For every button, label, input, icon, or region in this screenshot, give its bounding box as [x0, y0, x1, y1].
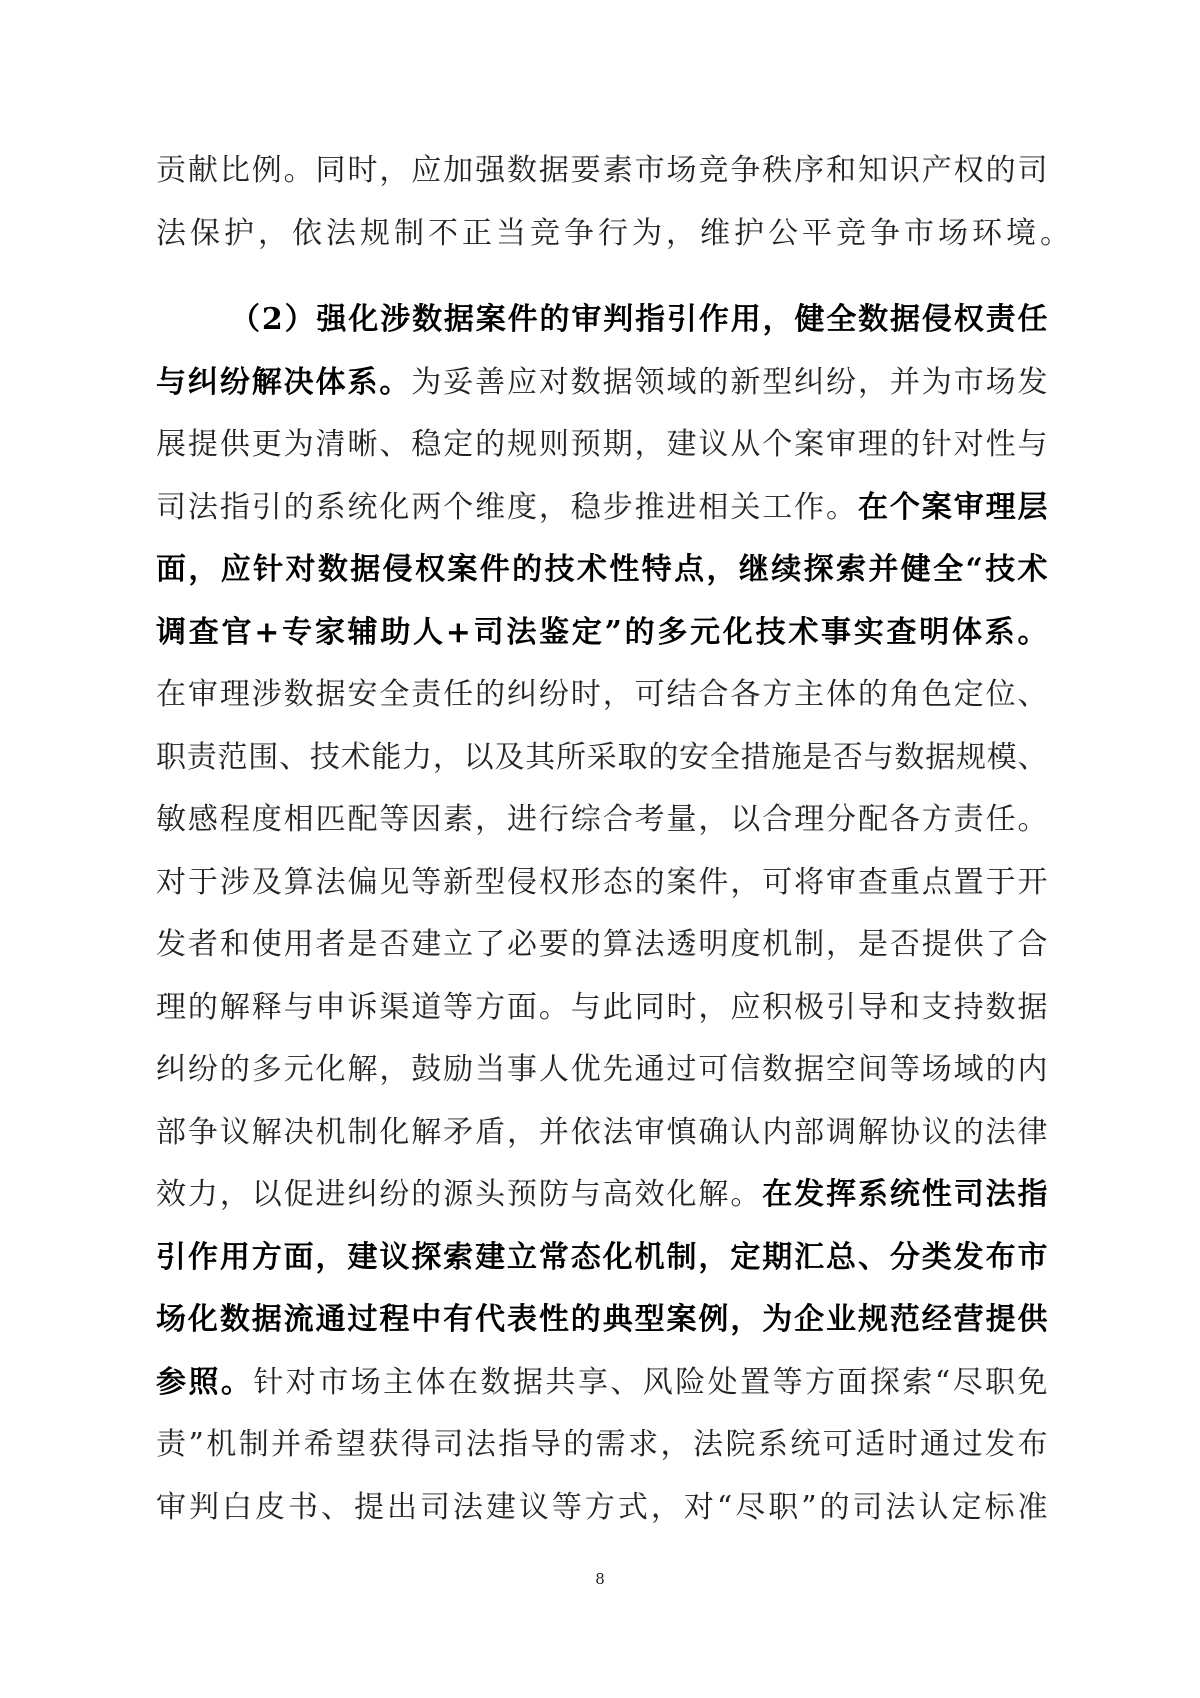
text-line: [156, 1227, 1048, 1290]
text-line: [156, 203, 1074, 266]
text-line: [156, 664, 1048, 727]
text-line: [156, 977, 1048, 1040]
text-run-bold: 在发挥系统性司法指: [762, 1177, 1049, 1212]
text-run-bold: 在个案审理层: [857, 489, 1049, 525]
text-line: [156, 352, 1048, 415]
text-line: [156, 414, 1048, 477]
text-run: 为妥善应对数据领域的新型纠纷，并为市场发: [411, 364, 1049, 400]
text-line: [156, 1102, 1048, 1165]
text-run: 针对市场主体在数据共享、风险处置等方面探索“尽职免: [253, 1364, 1049, 1400]
text-run: 司法指引的系统化两个维度，稳步推进相关工作。: [156, 489, 858, 525]
text-run: 责”机制并希望获得司法指导的需求，法院系统可适时通过发布: [156, 1427, 1048, 1462]
text-run: 贡献比例。同时，应加强数据要素市场竞争秩序和知识产权的司: [156, 153, 1048, 188]
text-run: 理的解释与申诉渠道等方面。与此同时，应积极引导和支持数据: [156, 989, 1048, 1025]
text-line: [156, 1414, 1048, 1477]
text-line: [156, 1164, 1048, 1227]
text-line: [156, 1352, 1048, 1415]
text-run: 在审理涉数据安全责任的纠纷时，可结合各方主体的角色定位、: [156, 677, 1048, 712]
text-line: [156, 789, 1048, 852]
text-line: [156, 852, 1048, 915]
text-line: [156, 140, 1048, 203]
text-run-bold: 面，应针对数据侵权案件的技术性特点，继续探索并健全“技术: [156, 552, 1048, 587]
text-run: 展提供更为清晰、稳定的规则预期，建议从个案审理的针对性与: [156, 427, 1048, 462]
page-number: 8: [595, 1570, 605, 1588]
text-run: 纠纷的多元化解，鼓励当事人优先通过可信数据空间等场域的内: [156, 1052, 1048, 1087]
text-run: 职责范围、技术能力，以及其所采取的安全措施是否与数据规模、: [156, 739, 1048, 775]
text-run: 敏感程度相匹配等因素，进行综合考量，以合理分配各方责任。: [156, 802, 1048, 837]
text-line: [156, 727, 1048, 790]
text-line: [156, 477, 1048, 540]
text-line: [156, 914, 1048, 977]
text-line: [156, 539, 1048, 602]
text-run-bold: 调查官+专家辅助人+司法鉴定”的多元化技术事实查明体系。: [156, 614, 1048, 650]
text-run-bold: 与纠纷解决体系。: [156, 364, 412, 400]
text-run-bold: 引作用方面，建议探索建立常态化机制，定期汇总、分类发布市: [156, 1239, 1048, 1275]
text-run-bold: 场化数据流通过程中有代表性的典型案例，为企业规范经营提供: [156, 1302, 1048, 1337]
text-run-bold: 参照。: [156, 1364, 254, 1400]
text-run: 对于涉及算法偏见等新型侵权形态的案件，可将审查重点置于开: [156, 864, 1048, 900]
text-run-bold: （2）强化涉数据案件的审判指引作用，健全数据侵权责任: [230, 302, 1048, 337]
text-line: [156, 1477, 1048, 1540]
section-heading-line: [156, 289, 1048, 352]
text-line: [156, 602, 1048, 665]
text-run: 法保护，依法规制不正当竞争行为，维护公平竞争市场环境。: [156, 215, 1074, 251]
text-line: [156, 1289, 1048, 1352]
paragraph-gap: [156, 265, 1048, 289]
text-run: 部争议解决机制化解矛盾，并依法审慎确认内部调解协议的法律: [156, 1114, 1048, 1150]
body-text: [156, 140, 1074, 1539]
text-run: 发者和使用者是否建立了必要的算法透明度机制，是否提供了合: [156, 927, 1048, 962]
text-run: 效力，以促进纠纷的源头预防与高效化解。: [156, 1177, 763, 1212]
text-run: 审判白皮书、提出司法建议等方式，对“尽职”的司法认定标准: [156, 1489, 1048, 1525]
text-line: [156, 1039, 1048, 1102]
